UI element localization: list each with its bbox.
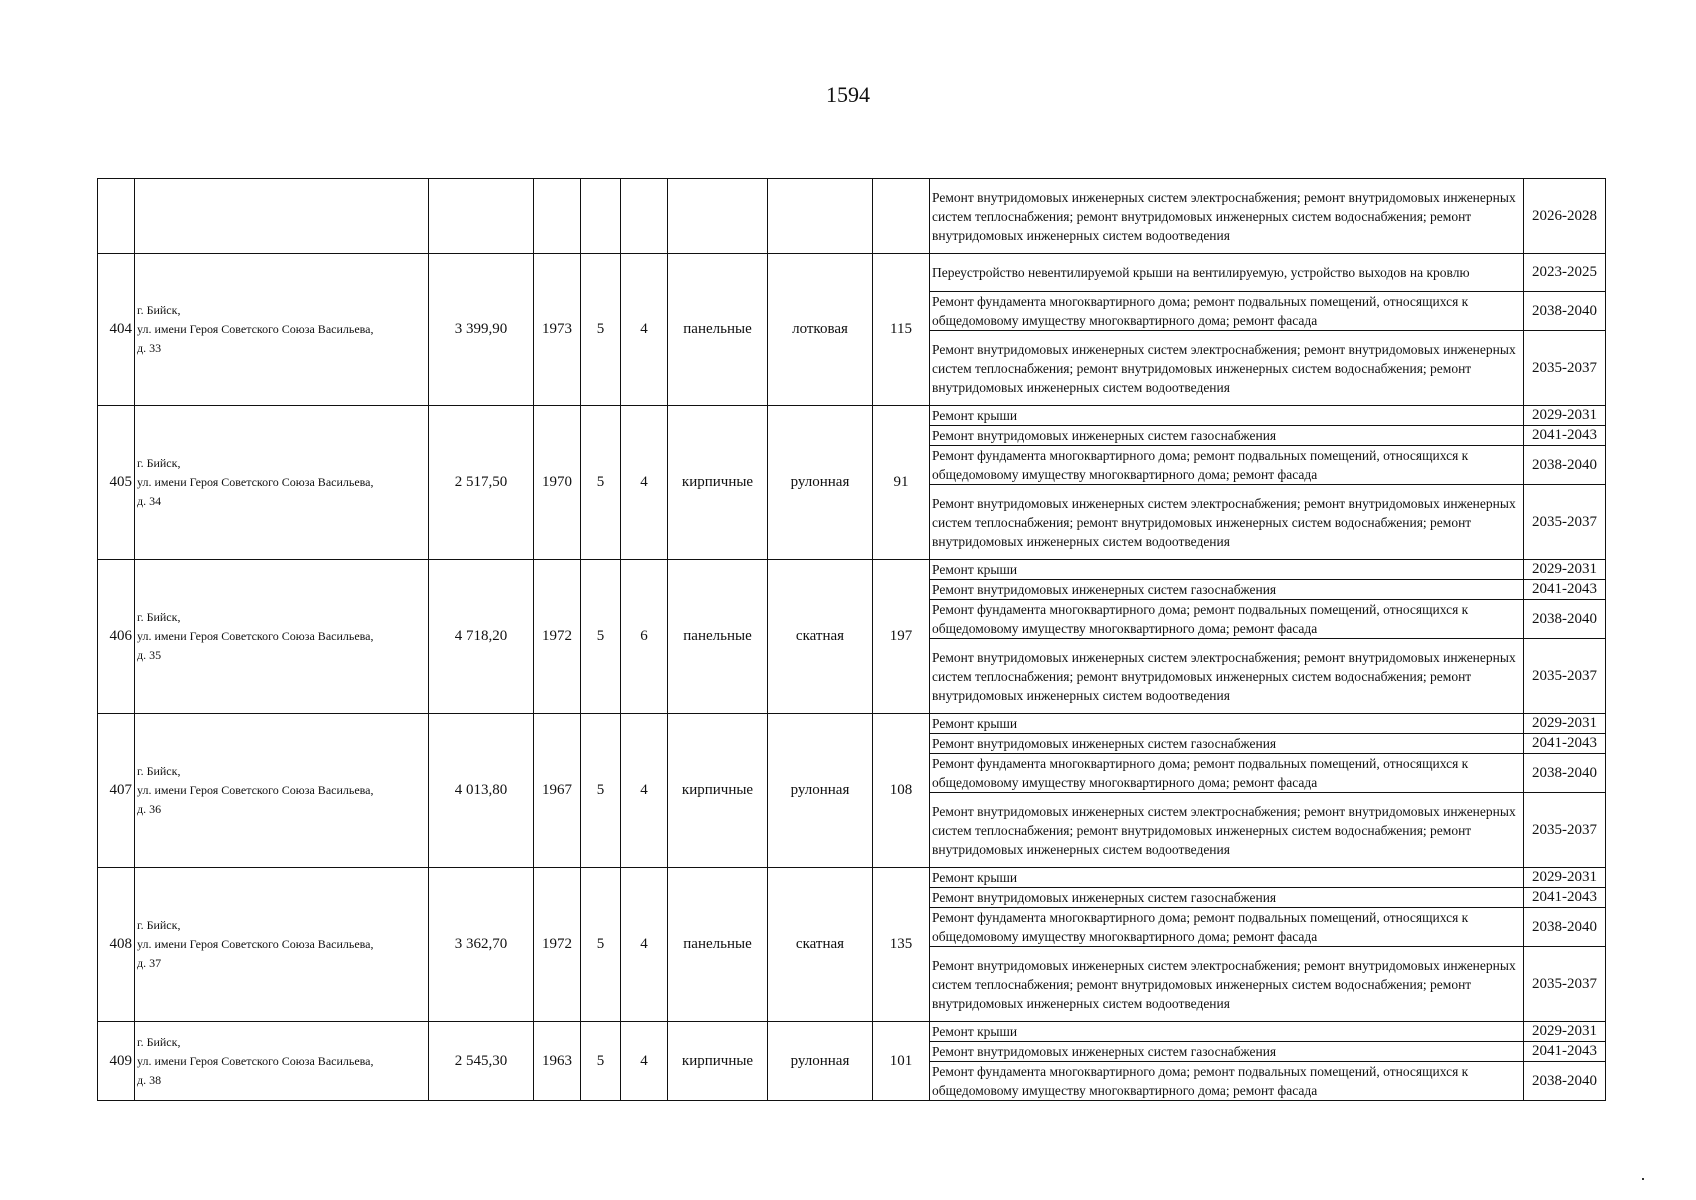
page-number: 1594 (826, 82, 870, 107)
wall-material: панельные (668, 560, 768, 714)
work-description: Ремонт крыши (930, 868, 1524, 888)
work-period: 2029-2031 (1524, 868, 1606, 888)
building-address (135, 714, 429, 868)
build-year (534, 868, 581, 1022)
floor-count: 5 (581, 868, 621, 1022)
work-description: Ремонт внутридомовых инженерных систем газоснабжения (930, 580, 1524, 600)
address-line: д. 33 (137, 341, 162, 355)
empty-cell (668, 179, 768, 254)
resident-count: 197 (873, 560, 930, 714)
address-line: г. Бийск, (137, 918, 181, 932)
floor-count: 5 (581, 406, 621, 560)
total-area: 3 362,70 (429, 868, 534, 1022)
empty-cell (621, 179, 668, 254)
building-address (135, 1022, 429, 1101)
work-description: Ремонт внутридомовых инженерных систем газоснабжения (930, 1042, 1524, 1062)
address-line: ул. имени Героя Советского Союза Васильева, (137, 937, 374, 951)
scan-artifact (1642, 1178, 1644, 1180)
total-area: 2 517,50 (429, 406, 534, 560)
table-row (98, 406, 1606, 426)
build-year-value: 1973 (542, 321, 572, 337)
build-year (534, 406, 581, 560)
work-description: Ремонт внутридомовых инженерных систем электроснабжения; ремонт внутридомовых инженерных систем теплоснабжения; ремонт внутридомовых инженерных систем водоснабжения; ремонт внутридомовых инженерных систем водоотведения (930, 639, 1524, 714)
work-period: 2029-2031 (1524, 714, 1606, 734)
work-period: 2038-2040 (1524, 600, 1606, 639)
address-line: г. Бийск, (137, 303, 181, 317)
work-description: Ремонт внутридомовых инженерных систем электроснабжения; ремонт внутридомовых инженерных систем теплоснабжения; ремонт внутридомовых инженерных систем водоснабжения; ремонт внутридомовых инженерных систем водоотведения (930, 179, 1524, 254)
empty-cell (98, 179, 135, 254)
build-year-value: 1967 (542, 782, 572, 798)
work-description: Ремонт фундамента многоквартирного дома; ремонт подвальных помещений, относящихся к общедомовому имуществу многоквартирного дома; ремонт фасада (930, 292, 1524, 331)
row-number: 405 (98, 406, 135, 560)
work-description: Ремонт фундамента многоквартирного дома; ремонт подвальных помещений, относящихся к общедомовому имуществу многоквартирного дома; ремонт фасада (930, 446, 1524, 485)
roof-type: рулонная (768, 714, 873, 868)
building-repair-table (97, 178, 1606, 1101)
work-period: 2023-2025 (1524, 254, 1606, 292)
work-period: 2029-2031 (1524, 406, 1606, 426)
address-line: ул. имени Героя Советского Союза Васильева, (137, 783, 374, 797)
empty-cell (135, 179, 429, 254)
build-year (534, 1022, 581, 1101)
resident-count: 101 (873, 1022, 930, 1101)
total-area: 4 013,80 (429, 714, 534, 868)
roof-type: скатная (768, 560, 873, 714)
work-description: Ремонт крыши (930, 714, 1524, 734)
entrance-count: 6 (621, 560, 668, 714)
build-year-value: 1972 (542, 628, 572, 644)
resident-count: 91 (873, 406, 930, 560)
work-period: 2038-2040 (1524, 446, 1606, 485)
total-area: 4 718,20 (429, 560, 534, 714)
table-row (98, 1022, 1606, 1042)
entrance-count: 4 (621, 254, 668, 406)
wall-material: кирпичные (668, 714, 768, 868)
floor-count: 5 (581, 560, 621, 714)
work-description: Ремонт крыши (930, 406, 1524, 426)
work-period: 2035-2037 (1524, 793, 1606, 868)
work-period: 2035-2037 (1524, 485, 1606, 560)
wall-material: панельные (668, 868, 768, 1022)
build-year-value: 1963 (542, 1052, 572, 1069)
address-line: г. Бийск, (137, 764, 181, 778)
table-row (98, 868, 1606, 888)
table-row (98, 714, 1606, 734)
roof-type: рулонная (768, 406, 873, 560)
work-period: 2038-2040 (1524, 908, 1606, 947)
building-address (135, 406, 429, 560)
work-description: Ремонт крыши (930, 1022, 1524, 1042)
table-row (98, 179, 1606, 254)
work-period: 2026-2028 (1524, 179, 1606, 254)
resident-count: 115 (873, 254, 930, 406)
floor-count: 5 (581, 1022, 621, 1101)
total-area: 2 545,30 (429, 1022, 534, 1101)
total-area: 3 399,90 (429, 254, 534, 406)
work-description: Ремонт фундамента многоквартирного дома; ремонт подвальных помещений, относящихся к общедомовому имуществу многоквартирного дома; ремонт фасада (930, 600, 1524, 639)
address-line: ул. имени Героя Советского Союза Васильева, (137, 629, 374, 643)
address-line: г. Бийск, (137, 610, 181, 624)
resident-count: 135 (873, 868, 930, 1022)
work-period: 2029-2031 (1524, 560, 1606, 580)
entrance-count: 4 (621, 868, 668, 1022)
address-line: д. 37 (137, 956, 162, 970)
address-line: г. Бийск, (137, 456, 181, 470)
work-description: Ремонт внутридомовых инженерных систем газоснабжения (930, 734, 1524, 754)
table-row (98, 254, 1606, 292)
work-description: Ремонт внутридомовых инженерных систем газоснабжения (930, 888, 1524, 908)
work-period: 2038-2040 (1524, 292, 1606, 331)
work-description: Ремонт фундамента многоквартирного дома; ремонт подвальных помещений, относящихся к общедомовому имуществу многоквартирного дома; ремонт фасада (930, 908, 1524, 947)
address-line: д. 36 (137, 802, 162, 816)
entrance-count: 4 (621, 714, 668, 868)
address-line: г. Бийск, (137, 1034, 181, 1049)
work-period: 2041-2043 (1524, 888, 1606, 908)
wall-material: кирпичные (668, 1022, 768, 1101)
work-period: 2041-2043 (1524, 734, 1606, 754)
address-line: ул. имени Героя Советского Союза Васильева, (137, 1053, 374, 1068)
work-period: 2035-2037 (1524, 947, 1606, 1022)
work-description: Ремонт фундамента многоквартирного дома; ремонт подвальных помещений, относящихся к общедомовому имуществу многоквартирного дома; ремонт фасада (930, 1062, 1524, 1101)
work-description: Ремонт внутридомовых инженерных систем газоснабжения (930, 426, 1524, 446)
roof-type: лотковая (768, 254, 873, 406)
entrance-count: 4 (621, 406, 668, 560)
work-description: Ремонт внутридомовых инженерных систем электроснабжения; ремонт внутридомовых инженерных систем теплоснабжения; ремонт внутридомовых инженерных систем водоснабжения; ремонт внутридомовых инженерных систем водоотведения (930, 793, 1524, 868)
address-line: ул. имени Героя Советского Союза Васильева, (137, 475, 374, 489)
roof-type: рулонная (768, 1022, 873, 1101)
empty-cell (581, 179, 621, 254)
work-description: Ремонт крыши (930, 560, 1524, 580)
empty-cell (534, 179, 581, 254)
table-row (98, 560, 1606, 580)
work-period: 2035-2037 (1524, 639, 1606, 714)
work-period: 2041-2043 (1524, 1042, 1606, 1062)
empty-cell (768, 179, 873, 254)
work-description: Переустройство невентилируемой крыши на вентилируемую, устройство выходов на кровлю (930, 254, 1524, 292)
empty-cell (429, 179, 534, 254)
work-period: 2029-2031 (1524, 1022, 1606, 1042)
building-address (135, 254, 429, 406)
address-line: ул. имени Героя Советского Союза Васильева, (137, 322, 374, 336)
row-number: 404 (98, 254, 135, 406)
floor-count: 5 (581, 714, 621, 868)
work-description: Ремонт фундамента многоквартирного дома; ремонт подвальных помещений, относящихся к общедомовому имуществу многоквартирного дома; ремонт фасада (930, 754, 1524, 793)
build-year-value: 1972 (542, 936, 572, 952)
work-period: 2038-2040 (1524, 754, 1606, 793)
resident-count: 108 (873, 714, 930, 868)
row-number: 408 (98, 868, 135, 1022)
building-address (135, 560, 429, 714)
wall-material: кирпичные (668, 406, 768, 560)
build-year (534, 254, 581, 406)
empty-cell (873, 179, 930, 254)
build-year (534, 560, 581, 714)
floor-count: 5 (581, 254, 621, 406)
row-number: 409 (98, 1022, 135, 1101)
row-number: 407 (98, 714, 135, 868)
work-period: 2041-2043 (1524, 426, 1606, 446)
address-line: д. 38 (137, 1072, 162, 1087)
address-line: д. 34 (137, 494, 162, 508)
work-description: Ремонт внутридомовых инженерных систем электроснабжения; ремонт внутридомовых инженерных систем теплоснабжения; ремонт внутридомовых инженерных систем водоснабжения; ремонт внутридомовых инженерных систем водоотведения (930, 331, 1524, 406)
work-period: 2038-2040 (1524, 1062, 1606, 1101)
wall-material: панельные (668, 254, 768, 406)
work-description: Ремонт внутридомовых инженерных систем электроснабжения; ремонт внутридомовых инженерных систем теплоснабжения; ремонт внутридомовых инженерных систем водоснабжения; ремонт внутридомовых инженерных систем водоотведения (930, 485, 1524, 560)
build-year (534, 714, 581, 868)
address-line: д. 35 (137, 648, 162, 662)
building-address (135, 868, 429, 1022)
roof-type: скатная (768, 868, 873, 1022)
work-description: Ремонт внутридомовых инженерных систем электроснабжения; ремонт внутридомовых инженерных систем теплоснабжения; ремонт внутридомовых инженерных систем водоснабжения; ремонт внутридомовых инженерных систем водоотведения (930, 947, 1524, 1022)
entrance-count: 4 (621, 1022, 668, 1101)
work-period: 2041-2043 (1524, 580, 1606, 600)
work-period: 2035-2037 (1524, 331, 1606, 406)
build-year-value: 1970 (542, 474, 572, 490)
row-number: 406 (98, 560, 135, 714)
